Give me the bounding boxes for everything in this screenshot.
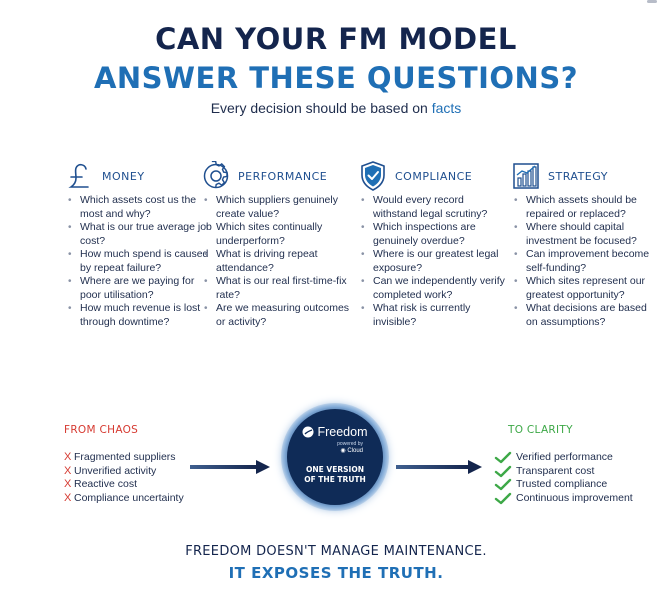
list-item: • Can improvement become self-funding? <box>510 248 660 275</box>
one-version-line2: OF THE TRUTH <box>304 475 366 484</box>
list-item: • Which assets should be repaired or replaced? <box>510 194 660 221</box>
list-item <box>494 465 633 479</box>
cloud-logo <box>287 447 383 454</box>
x-mark-icon: X <box>64 491 72 504</box>
list-item <box>64 465 184 479</box>
freedom-logo-icon <box>302 426 314 438</box>
list-item <box>494 451 633 465</box>
column-compliance-header <box>357 160 507 192</box>
column-money-header <box>64 160 214 192</box>
column-strategy-header <box>510 160 660 192</box>
list-item-label: Compliance uncertainty <box>74 491 184 504</box>
list-item: • How much spend is caused by repeat failure? <box>64 248 214 275</box>
footer-line2: IT EXPOSES THE TRUTH. <box>228 564 444 582</box>
page-subtitle <box>0 100 672 116</box>
column-money-label: MONEY <box>102 169 145 183</box>
subtitle-accent: facts <box>431 100 462 116</box>
column-compliance-list <box>357 194 507 329</box>
list-item: • What is driving repeat attendance? <box>200 248 350 275</box>
to-clarity-title: TO CLARITY <box>508 424 573 436</box>
column-performance-list <box>200 194 350 329</box>
list-item: • What risk is currently invisible? <box>357 302 507 329</box>
column-performance-label: PERFORMANCE <box>238 169 328 183</box>
x-mark-icon: X <box>64 451 72 463</box>
one-version-line1: ONE VERSION <box>306 465 364 474</box>
column-money-list <box>64 194 214 329</box>
powered-by-text: powered by <box>337 441 363 447</box>
list-item <box>64 492 184 506</box>
x-mark-icon: X <box>64 464 72 477</box>
cloud-icon: ◉ <box>340 448 348 454</box>
list-item-label: Reactive cost <box>74 478 138 490</box>
pound-icon <box>64 160 96 192</box>
list-item-label: Continuous improvement <box>516 491 633 504</box>
from-chaos-title: FROM CHAOS <box>64 424 139 436</box>
list-item: • Which suppliers genuinely create value? <box>200 194 350 221</box>
column-compliance <box>357 160 507 329</box>
list-item: • Which sites represent our greatest opportunity? <box>510 275 660 302</box>
cloud-label: Cloud <box>347 448 363 454</box>
list-item <box>494 492 633 506</box>
list-item: • Which inspections are genuinely overdue? <box>357 221 507 248</box>
brand-name: Freedom <box>317 425 368 439</box>
check-icon <box>494 478 512 491</box>
column-strategy-list <box>510 194 660 329</box>
list-item: • Would every record withstand legal scrutiny? <box>357 194 507 221</box>
check-icon <box>494 465 512 478</box>
list-item: • How much revenue is lost through downtime? <box>64 302 214 329</box>
page-title-line2: ANSWER THESE QUESTIONS? <box>93 61 579 95</box>
list-item-label: Unverified activity <box>74 464 157 477</box>
bar-chart-icon <box>510 160 542 192</box>
check-icon <box>494 451 512 464</box>
freedom-badge <box>287 409 383 505</box>
from-chaos-list <box>64 451 184 505</box>
list-item: • Which assets cost us the most and why? <box>64 194 214 221</box>
column-strategy <box>510 160 660 329</box>
list-item-label: Verified performance <box>516 451 613 463</box>
gear-icon <box>200 160 232 192</box>
list-item: • What decisions are based on assumptions? <box>510 302 660 329</box>
list-item-label: Fragmented suppliers <box>74 451 176 463</box>
list-item: • Can we independently verify completed work? <box>357 275 507 302</box>
list-item-label: Trusted compliance <box>516 478 608 490</box>
shield-check-icon <box>357 160 389 192</box>
column-strategy-label: STRATEGY <box>548 169 608 183</box>
list-item: • Are we measuring outcomes or activity? <box>200 302 350 329</box>
list-item: • Where should capital investment be focused? <box>510 221 660 248</box>
column-performance <box>200 160 350 329</box>
column-compliance-label: COMPLIANCE <box>395 169 473 183</box>
column-money <box>64 160 214 329</box>
list-item <box>64 451 184 465</box>
list-item <box>64 478 184 492</box>
page-title-line1: CAN YOUR FM MODEL <box>155 22 517 56</box>
arrow-right-icon <box>396 459 482 475</box>
column-performance-header <box>200 160 350 192</box>
x-mark-icon: X <box>64 478 72 490</box>
list-item-label: Transparent cost <box>516 464 595 477</box>
check-icon <box>494 492 512 505</box>
one-version-text <box>287 465 383 485</box>
to-clarity-list <box>494 451 633 505</box>
list-item <box>494 478 633 492</box>
list-item: • Where is our greatest legal exposure? <box>357 248 507 275</box>
subtitle-prefix: Every decision should be based on <box>210 100 428 116</box>
arrow-right-icon <box>190 459 270 475</box>
list-item: • Where are we paying for poor utilisation? <box>64 275 214 302</box>
list-item: • What is our real first-time-fix rate? <box>200 275 350 302</box>
list-item: • What is our true average job cost? <box>64 221 214 248</box>
footer-line1: FREEDOM DOESN'T MANAGE MAINTENANCE. <box>185 544 487 559</box>
corner-mark <box>647 0 657 3</box>
list-item: • Which sites continually underperform? <box>200 221 350 248</box>
